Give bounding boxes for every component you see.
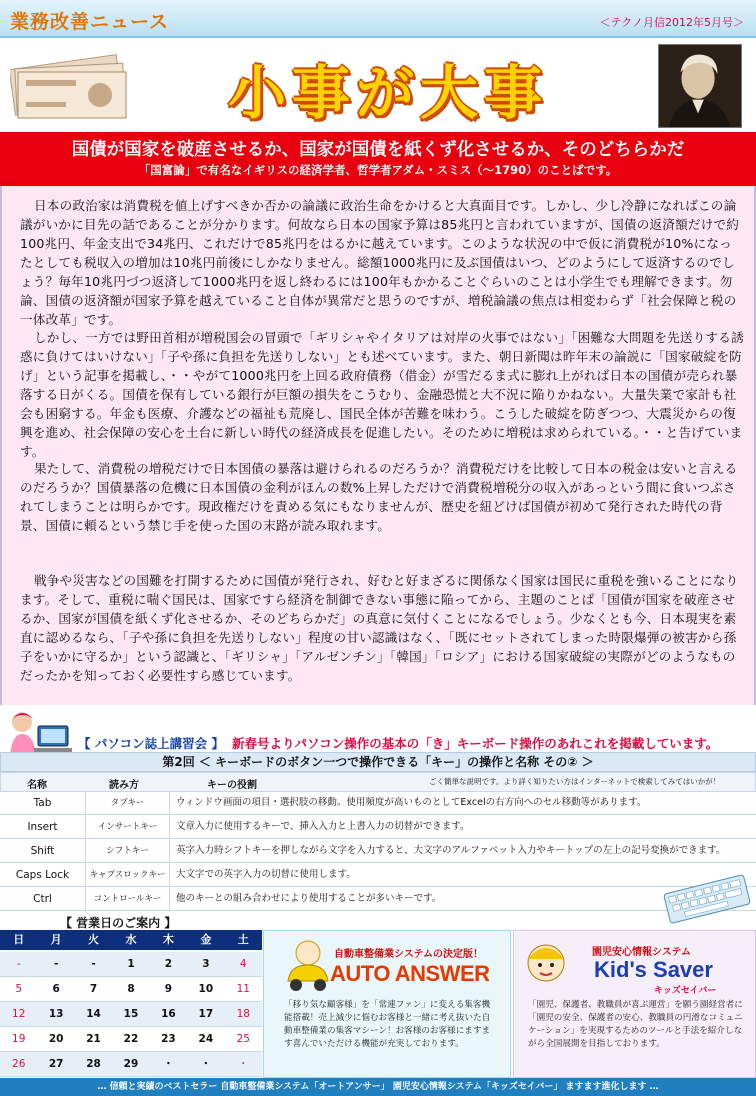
calendar-day: 16 (150, 1002, 187, 1027)
calendar-day: 5 (0, 977, 37, 1002)
key-name-cell: Insert (0, 816, 86, 839)
main-title: 小事が大事 (227, 59, 548, 127)
key-table-row (0, 864, 756, 887)
calendar-day: 11 (225, 977, 262, 1002)
article-body (0, 186, 756, 705)
calendar-day: 1 (112, 952, 149, 977)
auto-answer-logo: AUTO ANSWER (330, 961, 490, 986)
adam-smith-portrait (658, 44, 742, 128)
calendar-weekday: 日 (0, 930, 37, 950)
issue-label: ＜テクノ月信2012年5月号＞ (599, 16, 744, 29)
keyboard-illustration (660, 872, 754, 926)
calendar-weekday: 木 (150, 930, 187, 950)
calendar-day: 20 (37, 1027, 74, 1052)
key-reading-cell: インサートキー (86, 816, 170, 839)
key-table-row (0, 840, 756, 863)
key-reading-cell: コントロールキー (86, 888, 170, 911)
calendar-day: 18 (225, 1002, 262, 1027)
calendar-day: 3 (187, 952, 224, 977)
newsletter-name: 業務改善ニュース (10, 11, 170, 33)
kids-saver-description: 「園児、保護者、教職員が喜ぶ運営」を願う園経営者に「園児の安全、保護者の安心、教職員の円滑なコミュニケーション」を実現するためのツールと手法を紹介しながら全国展開を目指しております。 (528, 1000, 743, 1049)
calendar-day: 9 (150, 977, 187, 1002)
key-name-cell: Shift (0, 840, 86, 863)
calendar-weekday: 月 (37, 930, 74, 950)
calendar-day: 2 (150, 952, 187, 977)
calendar-day: 13 (37, 1002, 74, 1027)
lesson-note: 新春号よりパソコン操作の基本の「き」キーボード操作のあれこれを掲載しています。 (231, 736, 719, 751)
key-reading-cell: シフトキー (86, 840, 170, 863)
lesson-label: 【 パソコン誌上講習会 】 (78, 736, 224, 751)
footer-bar: … 信頼と実績のベストセラー 自動車整備業システム「オートアンサー」 園児安心情報システム「キッズセイバー」 ますます進化します … (0, 1078, 756, 1096)
calendar-weekday: 金 (187, 930, 224, 950)
col-note: ごく簡単な説明です。より詳く知りたい方はインターネットで検索してみてはいかが！ (429, 777, 721, 786)
calendar-day: ・ (187, 1052, 224, 1077)
calendar-weekday: 水 (112, 930, 149, 950)
key-reading-cell: タブキー (86, 792, 170, 815)
kids-saver-ad[interactable] (513, 930, 756, 1078)
calendar-day: 21 (75, 1027, 112, 1052)
key-table-header (0, 772, 756, 792)
kids-saver-kana: キッズセイバー (654, 986, 717, 996)
key-role-cell: 英字入力時シフトキーを押しながら文字を入力すると、大文字のアルファベット入力やキートップの左上の記号変換ができます。 (176, 845, 726, 856)
lesson-heading (78, 734, 718, 752)
key-table-row (0, 816, 756, 839)
key-table-caption: 第2回 ＜ キーボードのボタン一つで操作できる「キー」の操作と名称 その② ＞ (0, 752, 756, 772)
key-table-row (0, 888, 756, 911)
article-paragraph-4: 戦争や災害などの国難を打開するために国債が発行され、好むと好まざるに関係なく国家は国民に重税を強いることになります。そして、重税に喘ぐ国民は、国家ですら経済を制御できない事態に陥ってから、主題のことば「国債が国家を破産させるか、国家が国債を紙くず化させるか、そのどちらかだ」の真意に気付くことになるでしょう。少なくとも今、日本現実を素直に認めるなら、「子や孫に負担を先送りしない」程度の甘い認識はなく、「既にセットされてしまった時限爆弾の被害から孫子をいかに守るか」という認識と、「ギリシャ」「アルゼンチン」「韓国」「ロシア」における国家破綻の実際がどのようなものだったかを知っておく必要性すら感じています。 (20, 573, 739, 683)
key-role-cell: 他のキーとの組み合わせにより使用することが多いキーです。 (176, 893, 442, 904)
calendar-day: 29 (112, 1052, 149, 1077)
calendar-day: 8 (112, 977, 149, 1002)
key-role-cell: 文章入力に使用するキーで、挿入入力と上書入力の切替ができます。 (176, 821, 470, 832)
calendar-day: 28 (75, 1052, 112, 1077)
child-mascot-icon (520, 937, 572, 993)
col-role: キーの役割 (207, 780, 257, 791)
calendar-day: 27 (37, 1052, 74, 1077)
calendar-day: 14 (75, 1002, 112, 1027)
calendar-day: 6 (37, 977, 74, 1002)
key-role-cell: 大文字での英字入力の切替に使用します。 (176, 869, 356, 880)
auto-answer-ad[interactable] (263, 930, 511, 1078)
calendar-day: - (0, 952, 37, 977)
quote-attribution: 「国富論」で有名なイギリスの経済学者、哲学者アダム・スミス（～1790）のことばです。 (138, 163, 618, 177)
key-name-cell: Caps Lock (0, 864, 86, 887)
calendar-day: - (75, 952, 112, 977)
key-role-cell: ウィンドウ画面の項目・選択肢の移動。使用頻度が高いものとしてExcelの右方向へのセル移動等があります。 (176, 797, 647, 808)
calendar-day: 15 (112, 1002, 149, 1027)
quote-banner (0, 132, 756, 186)
calendar-day: 19 (0, 1027, 37, 1052)
calendar-day: 23 (150, 1027, 187, 1052)
auto-answer-description: 「移り気な顧客様」を「常連ファン」に変える集客機能搭載！売上減少に悩むお客様と一緒に考え抜いた自動車整備業の集客マシーン！お客様のお客様にますます喜んでいただける機能が充実しております。 (284, 1000, 491, 1049)
kids-saver-logo: Kid's Saver (594, 957, 713, 982)
col-reading: 読み方 (109, 780, 139, 791)
calendar-day: ・ (150, 1052, 187, 1077)
calendar-day: - (37, 952, 74, 977)
calendar-day: 7 (75, 977, 112, 1002)
calendar-weekday: 火 (75, 930, 112, 950)
calendar-day: 24 (187, 1027, 224, 1052)
key-name-cell: Ctrl (0, 888, 86, 911)
key-table-row (0, 792, 756, 815)
title-band (0, 40, 756, 132)
col-name: 名称 (27, 780, 47, 791)
calendar-day: 12 (0, 1002, 37, 1027)
calendar-caption: 【 営業日のご案内 】 (60, 916, 177, 930)
calendar-day: 17 (187, 1002, 224, 1027)
quote-headline: 国債が国家を破産させるか、国家が国債を紙くず化させるか、そのどちらかだ (71, 140, 685, 160)
calendar-day: ・ (225, 1052, 262, 1077)
car-mascot-icon (282, 935, 334, 993)
key-name-cell: Tab (0, 792, 86, 815)
calendar-day: 4 (225, 952, 262, 977)
calendar-day: 10 (187, 977, 224, 1002)
kids-saver-tagline: 園児安心情報システム (592, 947, 691, 958)
calendar-day: 26 (0, 1052, 37, 1077)
article-paragraph-1: 日本の政治家は消費税を値上げすべきか否かの論議に政治生命をかけると大真面目です。しかし、少し冷静になればこの論議がいかに目先の話であることが分かります。何故なら日本の国家予算は85兆円と言われていますが、国債の返済額だけで約100兆円、年金支出で34兆円、これだけで85兆円をはるかに越えています。このような状況の中で仮に消費税が10%になったとしても税収入の増加は10兆円前後にしかなりません。総額1000兆円に及ぶ国債はいつ、どのようにして返済するのでしょう？毎年10兆円づつ返済して1000兆円を返し終わるには100年もかかることぐらいのことは小学生でも理解できます。勿論、国債の返済額が国家予算を越えていること自体が異常だと思うのですが、増税論議の焦点は相変わらず「社会保障と税の一体改革」です。 (20, 198, 740, 327)
article-paragraph-2: しかし、一方では野田首相が増税国会の冒頭で「ギリシャやイタリアは対岸の火事ではない」「困難な大問題を先送りする誘惑に負けてはいけない」「子や孫に負担を先送りしない」とも述べています。また、朝日新聞は昨年末の論説に「国家破綻を防げ」という記事を掲載し、・・やがて1000兆円を上回る政府債務（借金）が雪だるま式に膨れ上がれば日本の国債が売られ暴落する日がくる。国債を保有している銀行が巨額の損失をこうむり、金融恐慌と大不況に陥りかねない。大量失業で家計も社会も困窮する。年金も医療、介護などの福祉も荒廃し、国民全体が苦難を味わう。こうした破綻を防ぎつつ、大震災からの復興を進め、社会保障の安心を土台に新しい時代の経済成長を促進したい。そのために増税は求められている。・・と告げています。 (20, 330, 744, 459)
article-paragraph-3: 果たして、消費税の増税だけで日本国債の暴落は避けられるのだろうか？消費税だけを比較して日本の税金は安いと言えるのだろうか？国債暴落の危機に日本国債の金利がほんの数%上昇しただけで消費税増税分の収入があっという間に食いつぶされてしまうことは明らかです。現政権だけを責める気にもなりませんが、歴史を紐どけば国債が初めて発行された時代の背景、国債に頼るという禁じ手を使った国の末路が読み取れます。 (20, 461, 738, 533)
banknotes-image (10, 46, 128, 126)
key-reading-cell: キャプスロックキー (86, 864, 170, 887)
calendar-weekday: 土 (225, 930, 262, 950)
auto-answer-tagline: 自動車整備業システムの決定版！ (334, 949, 483, 960)
newsletter-header (0, 0, 756, 38)
calendar-day: 22 (112, 1027, 149, 1052)
calendar-day: 25 (225, 1027, 262, 1052)
business-calendar (0, 930, 262, 1078)
